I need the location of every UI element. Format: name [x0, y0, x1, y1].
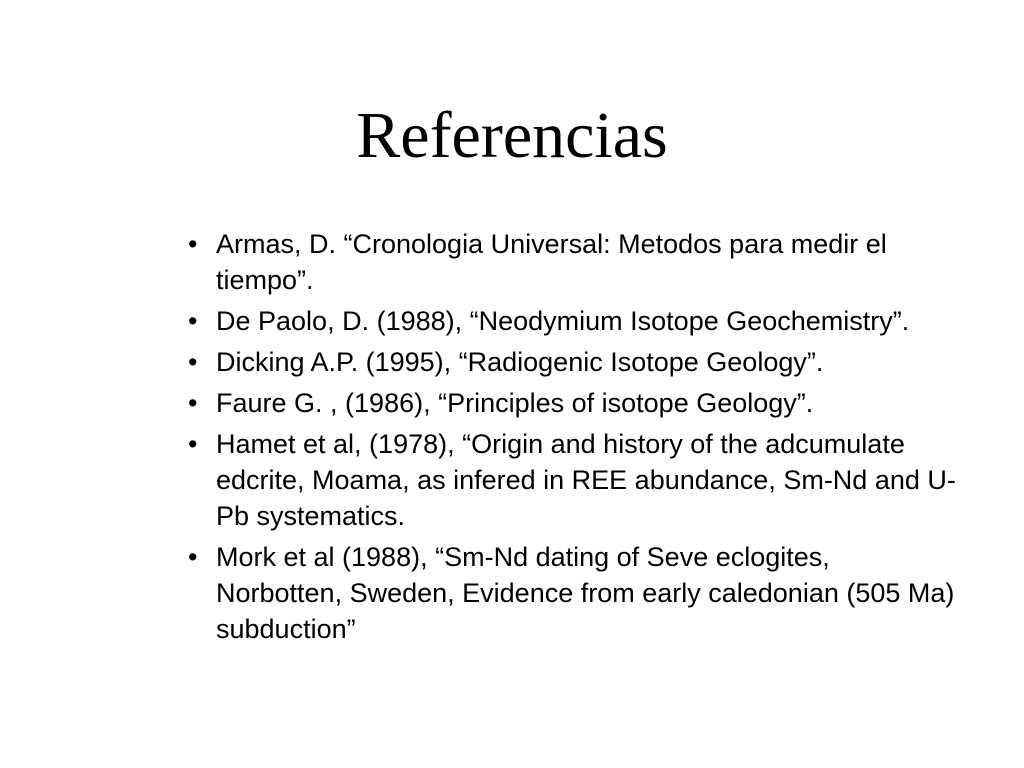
- reference-item: [188, 385, 958, 421]
- reference-item: [188, 226, 958, 298]
- bullet-icon: •: [188, 306, 198, 336]
- bullet-icon: •: [188, 542, 198, 572]
- reference-text: Dicking A.P. (1995), “Radiogenic Isotope Geology”.: [216, 347, 824, 377]
- reference-item: [188, 303, 958, 339]
- bullet-icon: •: [188, 229, 198, 259]
- bullet-icon: •: [188, 347, 198, 377]
- bullet-icon: •: [188, 429, 198, 459]
- reference-text: Hamet et al, (1978), “Origin and history of the adcumulate edcrite, Moama, as infered in REE abundance, Sm-Nd and U-Pb systematics.: [216, 429, 956, 531]
- reference-list: [188, 226, 958, 652]
- reference-text: De Paolo, D. (1988), “Neodymium Isotope Geochemistry”.: [216, 306, 910, 336]
- reference-item: [188, 426, 958, 534]
- reference-text: Faure G. , (1986), “Principles of isotope Geology”.: [216, 388, 814, 418]
- reference-text: Mork et al (1988), “Sm-Nd dating of Seve eclogites, Norbotten, Sweden, Evidence from early caledonian (505 Ma) subduction”: [216, 542, 955, 644]
- slide-title: Referencias: [356, 99, 668, 172]
- reference-item: [188, 539, 958, 647]
- reference-text: Armas, D. “Cronologia Universal: Metodos para medir el tiempo”.: [216, 229, 887, 295]
- bullet-icon: •: [188, 388, 198, 418]
- reference-item: [188, 344, 958, 380]
